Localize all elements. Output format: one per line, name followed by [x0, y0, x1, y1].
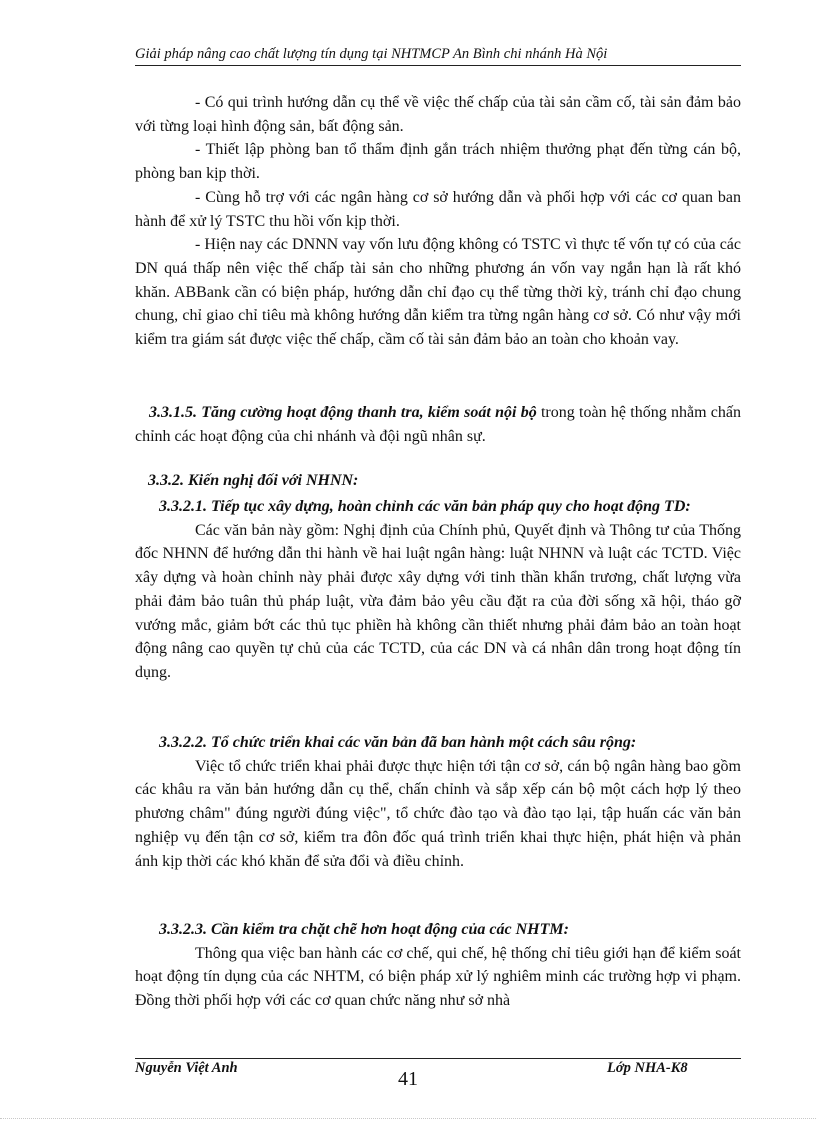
paragraph-appraisal-dept: - Thiết lập phòng ban tổ thẩm định gắn trách nhiệm thưởng phạt đến từng cán bộ, phòng ban kịp thời. — [135, 141, 741, 183]
section-3323 — [135, 918, 741, 1013]
running-header: Giải pháp nâng cao chất lượng tín dụng tại NHTMCP An Bình chi nhánh Hà Nội — [135, 46, 741, 66]
footer-author: Nguyễn Việt Anh — [135, 1060, 238, 1076]
section-3321 — [135, 495, 741, 685]
heading-3315: 3.3.1.5. Tăng cường hoạt động thanh tra, kiểm soát nội bộ — [149, 404, 537, 421]
text-3315: trong toàn hệ thống nhằm chấn chỉnh các hoạt động của chi nhánh và đội ngũ nhân sự. — [135, 404, 741, 445]
footer-rule — [135, 1058, 741, 1059]
heading-3321: 3.3.2.1. Tiếp tục xây dựng, hoàn chỉnh các văn bản pháp quy cho hoạt động TD: — [159, 498, 691, 515]
text-3321: Các văn bản này gồm: Nghị định của Chính phủ, Quyết định và Thông tư của Thống đốc NHNN để hướng dẫn thi hành về hai luật ngân hàng: luật NHNN và luật các TCTD. Việc xây dựng và hoàn chỉnh này phải được xây dựng với tinh thần khẩn trương, chất lượng vừa phải đảm bảo tuân thủ pháp luật, vừa đảm bảo yêu cầu đặt ra của đời sống xã hội, tháo gỡ vướng mắc, giảm bớt các thủ tục phiền hà không cần thiết nhưng phải đảm bảo an toàn hoạt động nâng cao quyền tự chủ của các TCTD, của các DN và cá nhân dân trong hoạt động tín dụng. — [135, 521, 741, 681]
section-3315 — [135, 401, 741, 448]
paragraph-mortgage-guidance: - Có qui trình hướng dẫn cụ thể về việc thế chấp của tài sản cầm cố, tài sản đảm bảo với từng loại hình động sản, bất động sản. — [135, 94, 741, 135]
heading-3323: 3.3.2.3. Cần kiểm tra chặt chẽ hơn hoạt động của các NHTM: — [159, 921, 569, 938]
text-3322: Việc tổ chức triển khai phải được thực hiện tới tận cơ sở, cán bộ ngân hàng bao gồm các khâu ra văn bản hướng dẫn cụ thể, chấn chỉnh và sắp xếp cán bộ một cách hợp lý theo phương châm" đúng người đúng việc", tổ chức đào tạo và đào tạo lại, tập huấn các văn bản nghiệp vụ đến tận cơ sở, kiểm tra đôn đốc quá trình triển khai thực hiện, phát hiện và phản ánh kịp thời các khó khăn để sửa đổi và điều chỉnh. — [135, 757, 741, 870]
heading-3322: 3.3.2.2. Tổ chức triển khai các văn bản đã ban hành một cách sâu rộng: — [159, 734, 637, 751]
section-3322 — [135, 731, 741, 873]
page-number: 41 — [398, 1068, 418, 1090]
paragraph-sme-loans: - Hiện nay các DNNN vay vốn lưu động không có TSTC vì thực tế vốn tự có của các DN quá thấp nên việc thế chấp tài sản cho những phương án vốn vay ngắn hạn là rất khó khăn. ABBank cần có biện pháp, hướng dẫn chỉ đạo cụ thể từng thời kỳ, tránh chỉ đạo chung chung, chỉ giao chỉ tiêu mà không hướng dẫn kiểm tra từng ngân hàng cơ sở. Có như vậy mới kiểm tra giám sát được việc thế chấp, cầm cố tài sản đảm bảo an toàn cho khoản vay. — [135, 236, 741, 349]
heading-332: 3.3.2. Kiến nghị đối với NHNN: — [148, 472, 359, 489]
paragraph-support-banks: - Cùng hỗ trợ với các ngân hàng cơ sở hướng dẫn và phối hợp với các cơ quan ban hành để xử lý TSTC thu hồi vốn kịp thời. — [135, 188, 741, 230]
text-3323: Thông qua việc ban hành các cơ chế, qui chế, hệ thống chỉ tiêu giới hạn để kiểm soát hoạt động tín dụng của các NHTM, có biện pháp xử lý nghiêm minh các trường hợp vi phạm. Đồng thời phối hợp với các cơ quan chức năng như sở nhà — [135, 944, 741, 1010]
footer-class: Lớp NHA-K8 — [607, 1060, 688, 1076]
section-a — [135, 91, 741, 352]
page-bottom-dotted-line — [0, 1118, 816, 1119]
